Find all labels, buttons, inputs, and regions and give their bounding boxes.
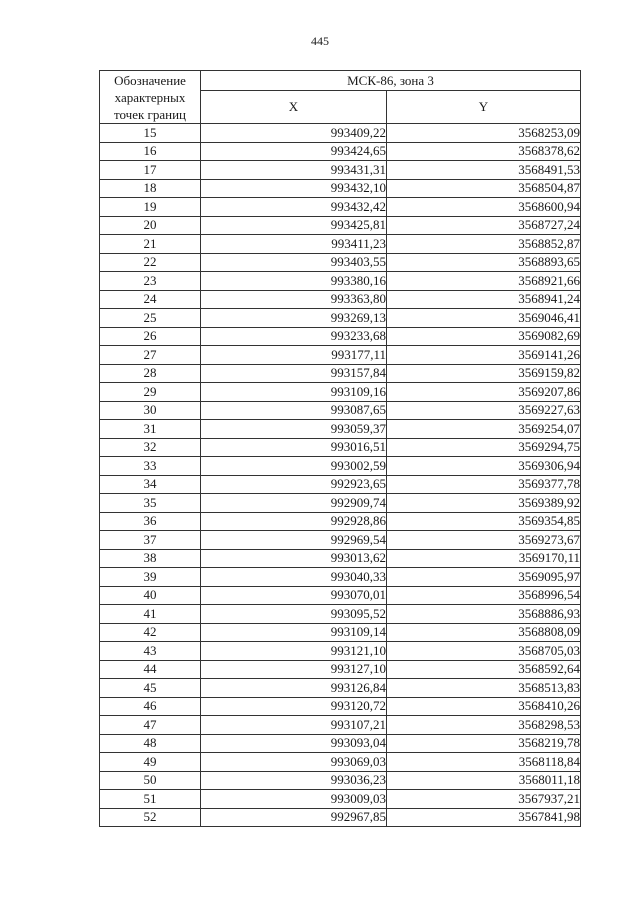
point-cell: 31	[100, 420, 201, 439]
x-column-header: X	[201, 91, 387, 124]
point-cell: 26	[100, 327, 201, 346]
y-cell: 3568886,93	[387, 605, 581, 624]
point-label-line2: характерных	[114, 89, 186, 105]
x-cell: 993059,37	[201, 420, 387, 439]
point-cell: 18	[100, 179, 201, 198]
table-row	[100, 420, 581, 439]
x-cell: 993093,04	[201, 734, 387, 753]
table-row	[100, 364, 581, 383]
table-row	[100, 623, 581, 642]
table-row	[100, 216, 581, 235]
table-row	[100, 531, 581, 550]
x-cell: 993177,11	[201, 346, 387, 365]
point-cell: 20	[100, 216, 201, 235]
table-row	[100, 457, 581, 476]
x-cell: 993121,10	[201, 642, 387, 661]
y-column-header: Y	[387, 91, 581, 124]
x-cell: 993120,72	[201, 697, 387, 716]
point-label-line1: Обозначение	[114, 72, 186, 88]
x-cell: 993109,14	[201, 623, 387, 642]
table-row	[100, 660, 581, 679]
x-cell: 992928,86	[201, 512, 387, 531]
table-row	[100, 605, 581, 624]
x-cell: 993040,33	[201, 568, 387, 587]
y-cell: 3568852,87	[387, 235, 581, 254]
x-cell: 993425,81	[201, 216, 387, 235]
x-cell: 993380,16	[201, 272, 387, 291]
x-cell: 993424,65	[201, 142, 387, 161]
y-cell: 3568893,65	[387, 253, 581, 272]
y-cell: 3568504,87	[387, 179, 581, 198]
y-cell: 3568253,09	[387, 124, 581, 143]
x-cell: 992967,85	[201, 808, 387, 827]
x-cell: 993432,10	[201, 179, 387, 198]
y-cell: 3567937,21	[387, 790, 581, 809]
table-row	[100, 716, 581, 735]
point-cell: 37	[100, 531, 201, 550]
y-cell: 3569170,11	[387, 549, 581, 568]
y-cell: 3568378,62	[387, 142, 581, 161]
point-cell: 23	[100, 272, 201, 291]
table-row	[100, 642, 581, 661]
x-cell: 993403,55	[201, 253, 387, 272]
x-cell: 993107,21	[201, 716, 387, 735]
point-cell: 41	[100, 605, 201, 624]
point-cell: 16	[100, 142, 201, 161]
point-cell: 52	[100, 808, 201, 827]
x-cell: 993109,16	[201, 383, 387, 402]
x-cell: 993233,68	[201, 327, 387, 346]
x-cell: 993036,23	[201, 771, 387, 790]
point-cell: 44	[100, 660, 201, 679]
x-cell: 993013,62	[201, 549, 387, 568]
point-cell: 39	[100, 568, 201, 587]
table-row	[100, 346, 581, 365]
table-row	[100, 401, 581, 420]
point-cell: 25	[100, 309, 201, 328]
x-cell: 993126,84	[201, 679, 387, 698]
y-cell: 3569306,94	[387, 457, 581, 476]
y-cell: 3569273,67	[387, 531, 581, 550]
point-label-header	[100, 71, 201, 124]
point-cell: 24	[100, 290, 201, 309]
point-cell: 47	[100, 716, 201, 735]
point-cell: 33	[100, 457, 201, 476]
y-cell: 3568808,09	[387, 623, 581, 642]
y-cell: 3569254,07	[387, 420, 581, 439]
point-label-line3: точек границ	[113, 106, 187, 122]
point-cell: 51	[100, 790, 201, 809]
y-cell: 3569227,63	[387, 401, 581, 420]
table-row	[100, 753, 581, 772]
table-row	[100, 290, 581, 309]
x-cell: 993157,84	[201, 364, 387, 383]
table-row	[100, 475, 581, 494]
y-cell: 3568219,78	[387, 734, 581, 753]
y-cell: 3568600,94	[387, 198, 581, 217]
x-cell: 993087,65	[201, 401, 387, 420]
table-row	[100, 697, 581, 716]
point-cell: 42	[100, 623, 201, 642]
y-cell: 3568298,53	[387, 716, 581, 735]
y-cell: 3568118,84	[387, 753, 581, 772]
x-cell: 993009,03	[201, 790, 387, 809]
x-cell: 993432,42	[201, 198, 387, 217]
table-row	[100, 568, 581, 587]
table-row	[100, 790, 581, 809]
y-cell: 3569207,86	[387, 383, 581, 402]
y-cell: 3568513,83	[387, 679, 581, 698]
x-cell: 992923,65	[201, 475, 387, 494]
x-cell: 993411,23	[201, 235, 387, 254]
point-cell: 29	[100, 383, 201, 402]
x-cell: 993095,52	[201, 605, 387, 624]
y-cell: 3569095,97	[387, 568, 581, 587]
table-row	[100, 512, 581, 531]
point-cell: 27	[100, 346, 201, 365]
point-cell: 15	[100, 124, 201, 143]
point-cell: 40	[100, 586, 201, 605]
table-row	[100, 808, 581, 827]
y-cell: 3569159,82	[387, 364, 581, 383]
y-cell: 3568941,24	[387, 290, 581, 309]
table-row	[100, 235, 581, 254]
x-cell: 992909,74	[201, 494, 387, 513]
point-cell: 21	[100, 235, 201, 254]
point-cell: 49	[100, 753, 201, 772]
x-cell: 993409,22	[201, 124, 387, 143]
x-cell: 993127,10	[201, 660, 387, 679]
point-cell: 46	[100, 697, 201, 716]
table-row	[100, 494, 581, 513]
y-cell: 3568996,54	[387, 586, 581, 605]
table-row	[100, 253, 581, 272]
point-cell: 32	[100, 438, 201, 457]
table-row	[100, 549, 581, 568]
y-cell: 3569354,85	[387, 512, 581, 531]
point-cell: 38	[100, 549, 201, 568]
x-cell: 993069,03	[201, 753, 387, 772]
table-row	[100, 161, 581, 180]
point-cell: 22	[100, 253, 201, 272]
point-cell: 48	[100, 734, 201, 753]
point-cell: 28	[100, 364, 201, 383]
table-row	[100, 272, 581, 291]
table-header	[100, 71, 581, 124]
y-cell: 3568727,24	[387, 216, 581, 235]
table-row	[100, 309, 581, 328]
point-cell: 30	[100, 401, 201, 420]
y-cell: 3569389,92	[387, 494, 581, 513]
point-cell: 35	[100, 494, 201, 513]
coordinate-system-header: МСК-86, зона 3	[201, 71, 581, 91]
table-row	[100, 771, 581, 790]
y-cell: 3569141,26	[387, 346, 581, 365]
point-cell: 45	[100, 679, 201, 698]
x-cell: 993070,01	[201, 586, 387, 605]
x-cell: 992969,54	[201, 531, 387, 550]
table-row	[100, 124, 581, 143]
table-row	[100, 679, 581, 698]
y-cell: 3569377,78	[387, 475, 581, 494]
y-cell: 3567841,98	[387, 808, 581, 827]
y-cell: 3569082,69	[387, 327, 581, 346]
x-cell: 993269,13	[201, 309, 387, 328]
y-cell: 3568921,66	[387, 272, 581, 291]
point-cell: 19	[100, 198, 201, 217]
table-row	[100, 198, 581, 217]
y-cell: 3568705,03	[387, 642, 581, 661]
y-cell: 3568491,53	[387, 161, 581, 180]
point-cell: 43	[100, 642, 201, 661]
table-row	[100, 586, 581, 605]
table-row	[100, 179, 581, 198]
point-cell: 36	[100, 512, 201, 531]
x-cell: 993016,51	[201, 438, 387, 457]
y-cell: 3568011,18	[387, 771, 581, 790]
x-cell: 993431,31	[201, 161, 387, 180]
y-cell: 3568410,26	[387, 697, 581, 716]
page-number: 445	[311, 34, 329, 48]
y-cell: 3569046,41	[387, 309, 581, 328]
coordinates-table	[99, 70, 581, 827]
x-cell: 993363,80	[201, 290, 387, 309]
y-cell: 3569294,75	[387, 438, 581, 457]
point-cell: 34	[100, 475, 201, 494]
table-row	[100, 327, 581, 346]
table-body	[100, 124, 581, 827]
table-row	[100, 142, 581, 161]
x-cell: 993002,59	[201, 457, 387, 476]
table-row	[100, 383, 581, 402]
point-cell: 17	[100, 161, 201, 180]
point-cell: 50	[100, 771, 201, 790]
y-cell: 3568592,64	[387, 660, 581, 679]
table-row	[100, 734, 581, 753]
table-row	[100, 438, 581, 457]
